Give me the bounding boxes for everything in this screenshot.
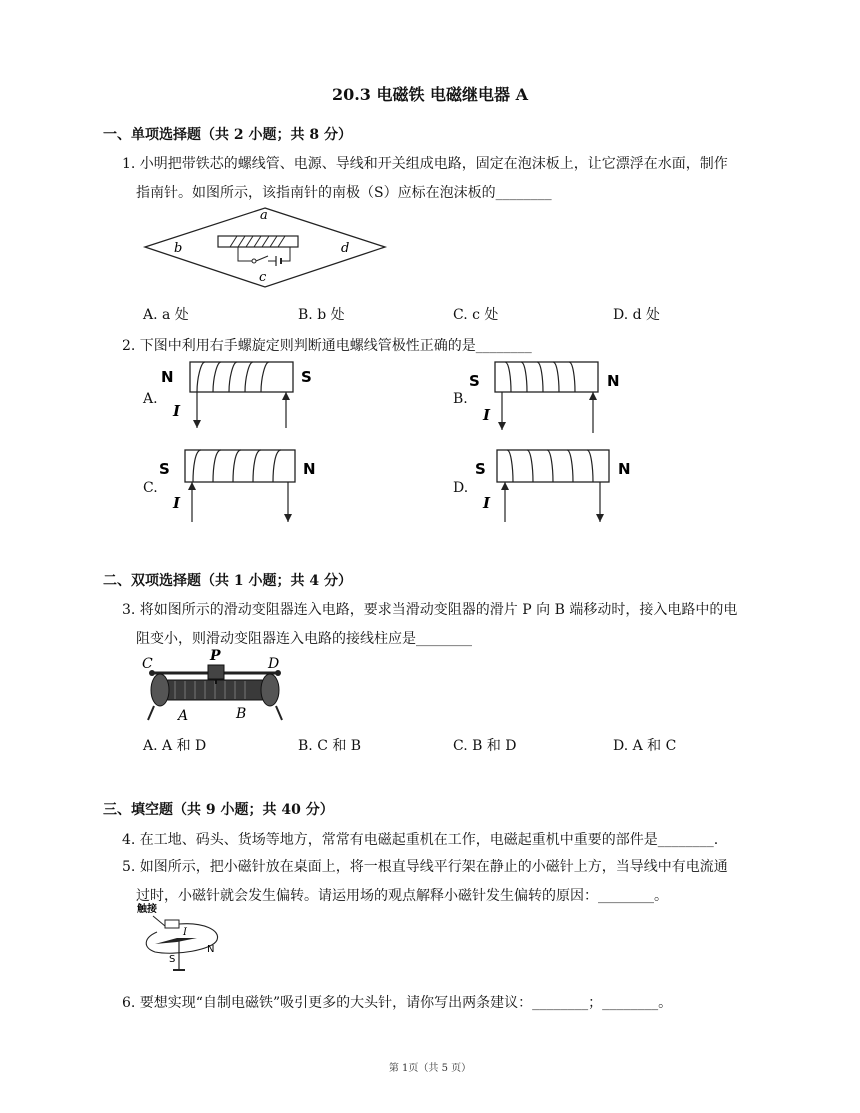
q1-label-c: c: [259, 270, 267, 285]
q5-label-touch: 触接: [137, 904, 157, 915]
q2-c-left-pole: S: [159, 460, 170, 478]
q3-option-c[interactable]: C. B 和 D: [453, 738, 517, 754]
q3-option-d[interactable]: D. A 和 C: [613, 738, 677, 754]
q3-label-p: P: [210, 648, 221, 664]
page-footer: 第 1页（共 5 页）: [388, 1063, 472, 1074]
q1-text-line1: 1. 小明把带铁芯的螺线管、电源、导线和开关组成电路，固定在泡沫板上，让它漂浮在水面，制作: [122, 156, 728, 172]
q4-text-line1: 4. 在工地、码头、货场等地方，常常有电磁起重机在工作，电磁起重机中重要的部件是________.: [122, 832, 719, 848]
q2-a-current-label: I: [173, 402, 181, 420]
q2-c-right-pole: N: [303, 460, 316, 478]
q2-d-current-label: I: [483, 494, 491, 512]
q1-option-b[interactable]: B. b 处: [298, 307, 345, 323]
q2-solenoid-b[interactable]: [465, 358, 640, 438]
q2-d-right-pole: N: [618, 460, 631, 478]
q1-foam-board-figure: [140, 205, 390, 290]
q2-option-c-label[interactable]: C.: [143, 480, 158, 496]
q2-solenoid-a[interactable]: [155, 358, 330, 433]
q2-d-left-pole: S: [475, 460, 486, 478]
q2-option-a-label[interactable]: A.: [143, 391, 158, 407]
page-title: 20.3 电磁铁 电磁继电器 A: [331, 85, 529, 104]
q3-rheostat-figure: [140, 648, 290, 726]
q2-b-current-label: I: [483, 406, 491, 424]
q5-text-line2: 过时，小磁针就会发生偏转。请运用场的观点解释小磁针发生偏转的原因：________。: [136, 888, 668, 904]
q2-option-b-label[interactable]: B.: [453, 391, 468, 407]
q2-b-left-pole: S: [469, 372, 480, 390]
q3-label-d: D: [268, 656, 280, 672]
q1-text-line2: 指南针。如图所示，该指南针的南极（S）应标在泡沫板的________: [136, 185, 552, 201]
q3-option-a[interactable]: A. A 和 D: [143, 738, 207, 754]
q1-option-a[interactable]: A. a 处: [143, 307, 189, 323]
section-heading-3: 三、填空题（共 9 小题；共 40 分）: [103, 802, 334, 818]
q3-option-b[interactable]: B. C 和 B: [298, 738, 362, 754]
q3-label-b: B: [236, 706, 247, 722]
q2-option-d-label[interactable]: D.: [453, 480, 469, 496]
q5-label-s: S: [169, 954, 176, 965]
q2-c-current-label: I: [173, 494, 181, 512]
section-heading-2: 二、双项选择题（共 1 小题；共 4 分）: [103, 573, 352, 589]
q3-label-c: C: [142, 656, 153, 672]
q2-b-right-pole: N: [607, 372, 620, 390]
q2-a-left-pole: N: [161, 368, 174, 386]
q5-label-i: I: [183, 927, 187, 938]
q1-label-d: d: [341, 241, 350, 256]
q3-label-a: A: [178, 708, 189, 724]
q1-option-d[interactable]: D. d 处: [613, 307, 661, 323]
q5-text-line1: 5. 如图所示，把小磁针放在桌面上，将一根直导线平行架在静止的小磁针上方，当导线中有电流通: [122, 859, 728, 875]
q2-text-line1: 2. 下图中利用右手螺旋定则判断通电螺线管极性正确的是________: [122, 338, 532, 354]
section-heading-1: 一、单项选择题（共 2 小题；共 8 分）: [103, 127, 352, 143]
q2-a-right-pole: S: [301, 368, 312, 386]
q2-solenoid-d[interactable]: [465, 446, 640, 526]
q6-text-line1: 6. 要想实现“自制电磁铁”吸引更多的大头针，请你写出两条建议：________；________。: [122, 995, 673, 1011]
q5-compass-figure: [135, 900, 225, 988]
q1-option-c[interactable]: C. c 处: [453, 307, 499, 323]
q1-label-b: b: [174, 241, 183, 256]
q2-solenoid-c[interactable]: [155, 446, 330, 526]
q1-label-a: a: [260, 208, 268, 223]
q3-text-line1: 3. 将如图所示的滑动变阻器连入电路，要求当滑动变阻器的滑片 P 向 B 端移动时，接入电路中的电: [122, 602, 738, 618]
q5-label-n: N: [207, 944, 215, 955]
q3-text-line2: 阻变小，则滑动变阻器连入电路的接线柱应是________: [136, 631, 472, 647]
